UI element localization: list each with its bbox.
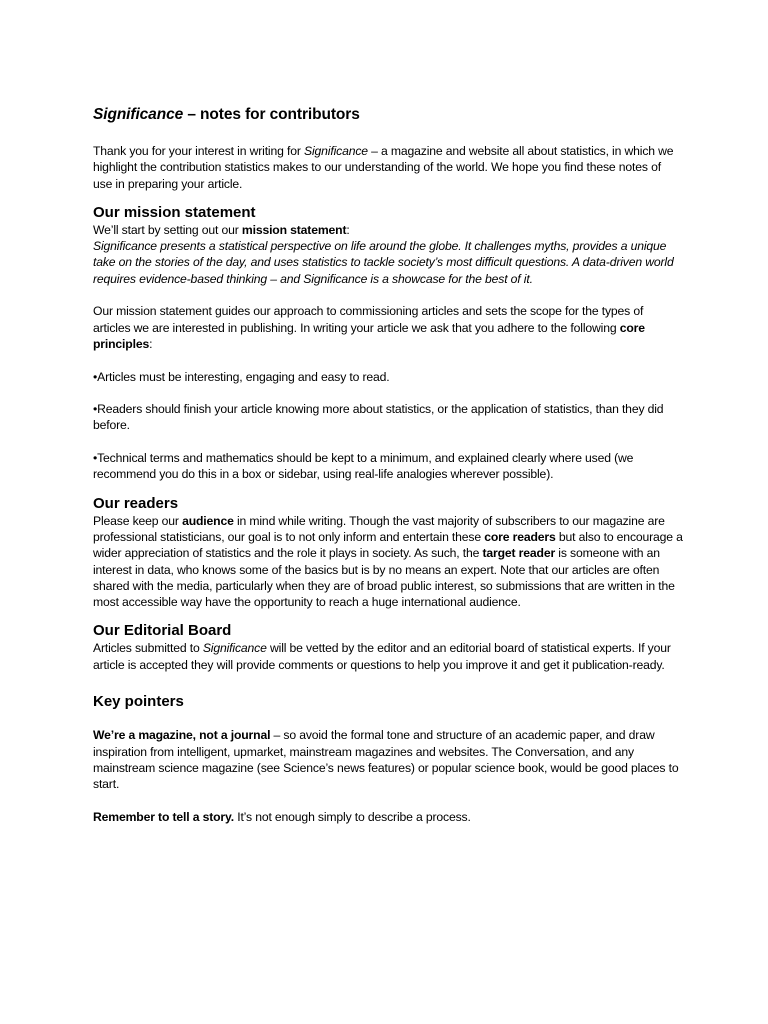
mission-heading: Our mission statement <box>93 203 256 221</box>
readers-bold-2: core readers <box>484 529 556 544</box>
readers-heading: Our readers <box>93 494 179 512</box>
board-paragraph <box>93 640 683 673</box>
bullet-item: •Technical terms and mathematics should be kept to a minimum, and explained clearly where used (we recommend you do this in a box or sidebar, using real-life analogies wherever possible). <box>93 451 634 482</box>
pointer-item <box>93 809 683 825</box>
title-rest: – notes for contributors <box>183 106 360 123</box>
board-emphasis: Significance <box>202 641 267 656</box>
intro-paragraph <box>93 143 683 192</box>
intro-text-c: – a magazine and website all about statistics, in which we highlight the contribution statistics makes to our understanding of the world. We hope you find these notes of use in preparing your article. <box>93 144 674 191</box>
mission-lead-bold: mission statement <box>241 222 347 237</box>
intro-emphasis: Significance <box>304 144 368 158</box>
board-text-1: Articles submitted to <box>93 641 203 656</box>
pointer-text: – so avoid the formal tone and structure of an academic paper, and draw inspiration from intelligent, upmarket, mainstream magazines and websites. The Conversation, and any mainstream science magazine (see Science’s news features) or popular science book, would be good places to start. <box>93 728 679 792</box>
intro-text-a: Thank you for your interest in writing for <box>93 144 304 158</box>
readers-text-1: Please keep our <box>93 513 183 528</box>
pointers-heading: Key pointers <box>93 693 184 711</box>
pointer-text: It’s not enough simply to describe a process. <box>233 809 471 824</box>
mission-guide <box>93 303 683 352</box>
document-page <box>93 105 683 825</box>
mission-statement-text: Significance presents a statistical perspective on life around the globe. It challenges myths, provides a unique take on the stories of the day, and uses statistics to tackle society’s most difficult questions. A data-driven world requires evidence-based thinking – and Significance is a showcase for the best of it. <box>93 239 674 286</box>
pointer-bold: Remember to tell a story. <box>93 809 234 824</box>
pointer-item <box>93 727 683 792</box>
mission-guide-colon: : <box>149 336 153 351</box>
mission-guide-text: Our mission statement guides our approach to commissioning articles and sets the scope for the types of articles we are interested in publishing. In writing your article we ask that you adhere to the following <box>93 304 644 335</box>
readers-text-4: is someone with an interest in data, who knows some of the basics but is by no means an expert. Note that our articles are often shared with the media, particularly when they are of broad public interest, so submissions that are written in the most accessible way have the opportunity to reach a huge international audience. <box>93 546 675 610</box>
mission-guide-bold: core principles <box>93 320 645 351</box>
readers-bold-3: target reader <box>482 546 556 561</box>
readers-text-3: but also to encourage a wider appreciation of statistics and the role it plays in society. As such, the <box>93 529 683 561</box>
document-title <box>93 105 683 125</box>
readers-text-2: in mind while writing. Though the vast majority of subscribers to our magazine are professional statisticians, our goal is to not only inform and entertain these <box>93 513 665 544</box>
mission-lead-colon: : <box>346 222 350 237</box>
board-heading: Our Editorial Board <box>93 622 232 640</box>
title-emphasis: Significance <box>93 106 184 123</box>
mission-statement <box>93 238 683 287</box>
mission-lead <box>93 222 683 238</box>
readers-bold-1: audience <box>182 513 234 528</box>
bullet-item: •Readers should finish your article knowing more about statistics, or the application of statistics, than they did before. <box>93 402 664 433</box>
board-text-2: will be vetted by the editor and an editorial board of statistical experts. If your article is accepted they will provide comments or questions to help you improve it and get it publication-ready. <box>93 641 671 672</box>
mission-lead-text: We’ll start by setting out our <box>93 222 242 237</box>
readers-paragraph <box>93 513 683 611</box>
pointer-bold: We’re a magazine, not a journal <box>93 728 271 743</box>
bullet-item: •Articles must be interesting, engaging and easy to read. <box>93 369 390 384</box>
